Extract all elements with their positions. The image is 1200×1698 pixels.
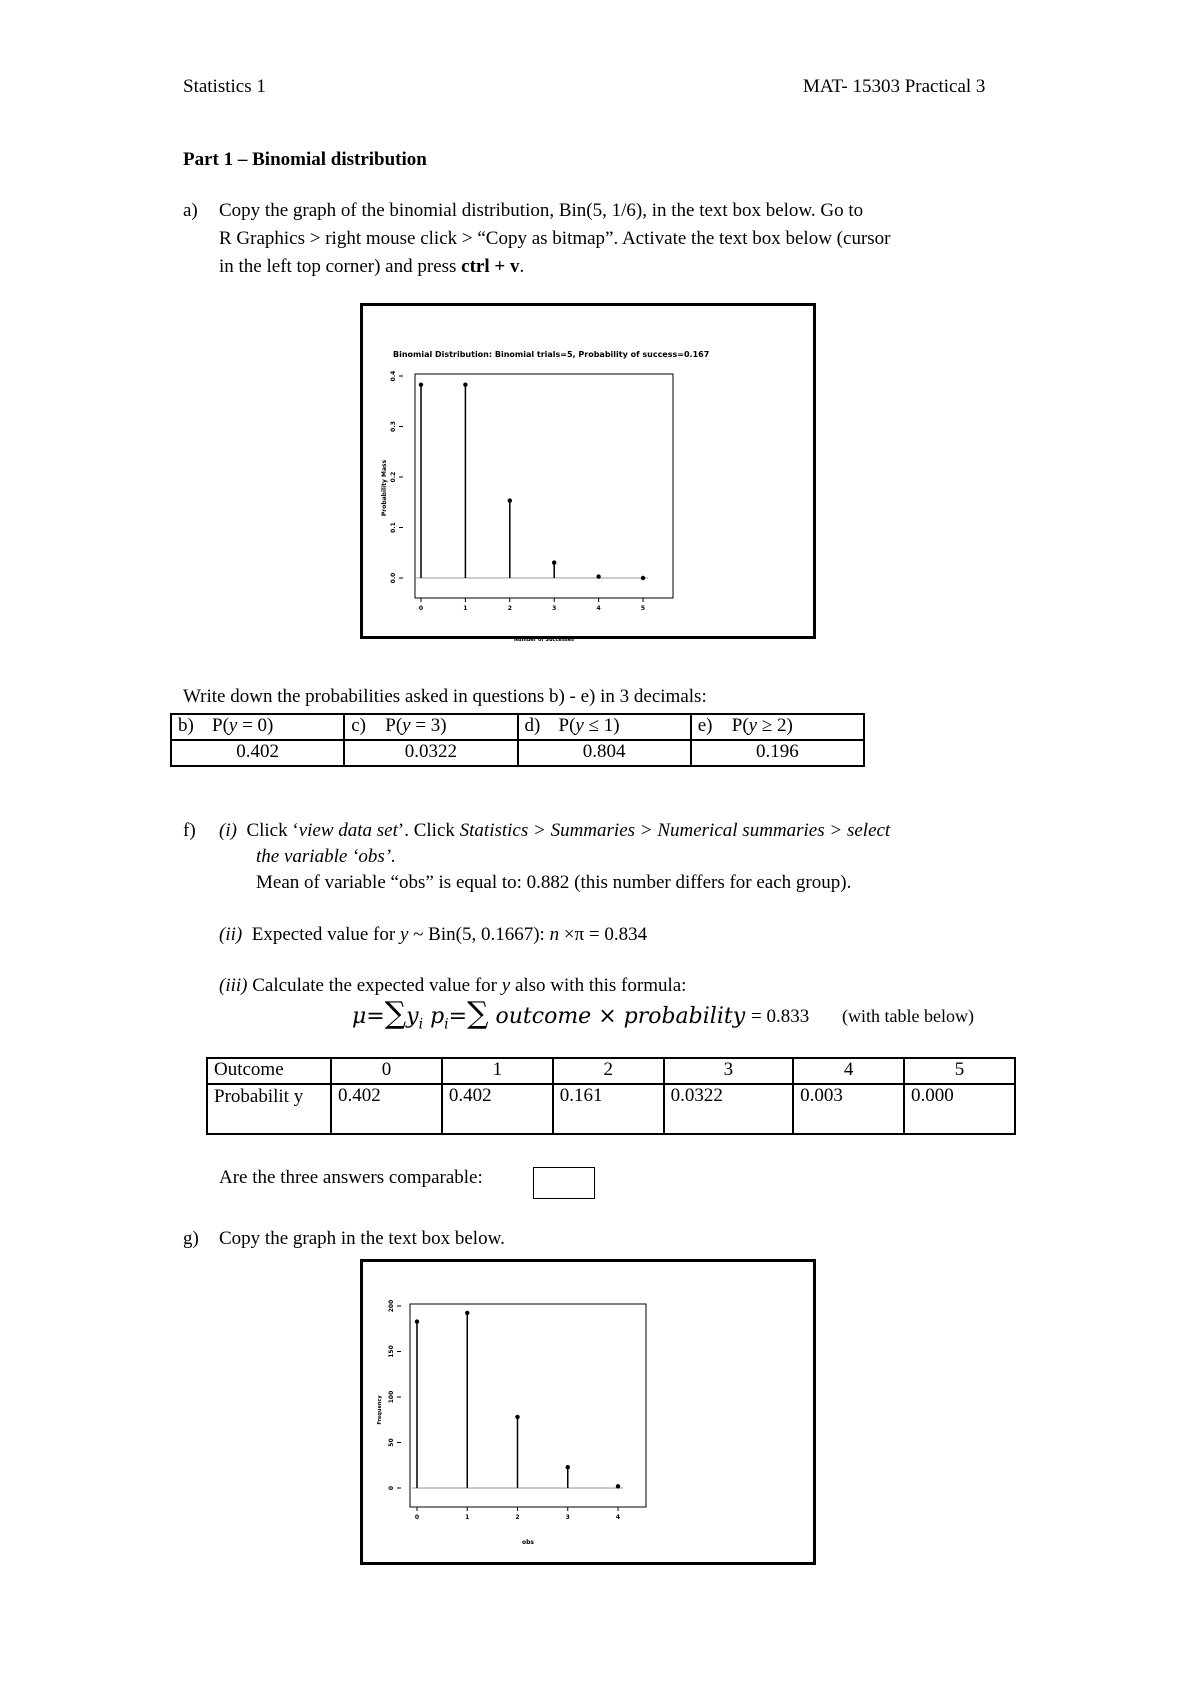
prob-header-var: y bbox=[228, 715, 238, 736]
prob-header-cond: = 3) bbox=[410, 715, 447, 736]
question-f-i-label: (i) bbox=[219, 820, 237, 841]
stem-point bbox=[463, 382, 467, 386]
prob-answer-b[interactable]: 0.402 bbox=[171, 740, 344, 766]
y-tick-label: 100 bbox=[388, 1390, 395, 1404]
formula-sigma: ∑ bbox=[384, 996, 407, 1031]
prob-header-e bbox=[691, 714, 864, 740]
table-row bbox=[171, 740, 864, 766]
chart2-svg bbox=[363, 1262, 813, 1562]
prob-header-var: y bbox=[575, 715, 584, 736]
x-tick-label: 2 bbox=[507, 605, 512, 612]
prob-answer-d[interactable]: 0.804 bbox=[518, 740, 691, 766]
y-tick-label: 0.4 bbox=[390, 370, 397, 382]
y-tick-label: 0.1 bbox=[390, 522, 397, 533]
prob-header-label: b) bbox=[178, 715, 194, 736]
stem-point bbox=[415, 1319, 419, 1323]
prob-header-c bbox=[344, 714, 517, 740]
question-a-label: a) bbox=[183, 200, 198, 221]
chart2-y-axis-label: Frequency bbox=[377, 1395, 383, 1425]
prob-header-cond: ≥ 2) bbox=[757, 715, 793, 736]
comparable-answer-box[interactable] bbox=[533, 1167, 595, 1199]
formula-sigma: ∑ bbox=[467, 996, 489, 1031]
question-f-iii-text: Calculate the expected value for bbox=[252, 975, 502, 996]
y-tick-label: 200 bbox=[388, 1299, 395, 1313]
formula-subscript: i bbox=[444, 1016, 449, 1033]
stem-point bbox=[616, 1484, 620, 1488]
expected-value-formula bbox=[352, 996, 745, 1032]
chart1-plot-frame bbox=[415, 374, 673, 598]
chart1-y-axis-label: Probability Mass bbox=[381, 459, 388, 517]
table-row bbox=[207, 1058, 1015, 1084]
x-tick-label: 0 bbox=[418, 605, 424, 612]
outcome-header-cell: Outcome bbox=[207, 1058, 331, 1084]
stem-point bbox=[566, 1465, 570, 1469]
stem-point bbox=[515, 1415, 519, 1419]
formula-mu: μ= bbox=[352, 1004, 385, 1029]
comparable-question: Are the three answers comparable: bbox=[219, 1167, 483, 1188]
probabilities-table bbox=[170, 713, 865, 767]
prob-header-b bbox=[171, 714, 344, 740]
probability-cell[interactable]: 0.000 bbox=[904, 1084, 1015, 1134]
question-a-line1: Copy the graph of the binomial distribution, Bin(5, 1/6), in the text box below. Go to bbox=[219, 200, 864, 221]
x-tick-label: 5 bbox=[640, 605, 646, 612]
probability-cell[interactable]: 0.161 bbox=[553, 1084, 664, 1134]
question-f-i-line2: the variable ‘obs’. bbox=[256, 846, 396, 867]
menu-path: Statistics > Summaries > Numerical summaries > select bbox=[459, 820, 891, 841]
outcome-cell: 4 bbox=[793, 1058, 904, 1084]
probabilities-instruction: Write down the probabilities asked in questions b) - e) in 3 decimals: bbox=[183, 686, 707, 707]
stem-point bbox=[596, 574, 600, 578]
prob-header-var: y bbox=[402, 715, 411, 736]
question-g-label: g) bbox=[183, 1228, 199, 1249]
prob-answer-e[interactable]: 0.196 bbox=[691, 740, 864, 766]
formula-note: (with table below) bbox=[842, 1006, 974, 1026]
question-f-ii-var: y bbox=[399, 924, 409, 945]
question-f-iii-label: (iii) bbox=[219, 975, 248, 996]
question-f-iii bbox=[219, 975, 686, 997]
chart1-x-axis-label: Number of Successes bbox=[513, 637, 575, 643]
formula-words: outcome × probability bbox=[488, 1004, 746, 1029]
prob-header-var: y bbox=[748, 715, 758, 736]
question-g bbox=[183, 1228, 505, 1250]
outcome-cell: 2 bbox=[553, 1058, 664, 1084]
question-f-ii-text2: ~ Bin(5, 0.1667): bbox=[408, 924, 550, 945]
question-f-ii bbox=[219, 924, 647, 946]
prob-answer-c[interactable]: 0.0322 bbox=[344, 740, 517, 766]
prob-header-label: e) bbox=[697, 715, 713, 736]
y-tick-label: 0.0 bbox=[390, 572, 397, 584]
x-tick-label: 3 bbox=[565, 1514, 570, 1521]
prob-header-text: P( bbox=[731, 715, 749, 736]
chart2-text-box[interactable] bbox=[360, 1259, 816, 1565]
formula-result: = 0.833 bbox=[751, 1006, 810, 1027]
probability-cell[interactable]: 0.402 bbox=[331, 1084, 442, 1134]
chart1-svg bbox=[363, 306, 813, 643]
question-g-text: Copy the graph in the text box below. bbox=[219, 1228, 505, 1249]
table-row bbox=[207, 1084, 1015, 1134]
formula-p: p bbox=[423, 1004, 445, 1029]
question-f-ii-label: (ii) bbox=[219, 924, 243, 945]
question-a bbox=[183, 200, 863, 222]
x-tick-label: 4 bbox=[596, 605, 601, 612]
prob-header-label: d) bbox=[524, 715, 541, 736]
prob-header-d bbox=[518, 714, 691, 740]
question-a-line3 bbox=[219, 256, 524, 278]
y-tick-label: 0 bbox=[388, 1485, 395, 1491]
probability-cell[interactable]: 0.003 bbox=[793, 1084, 904, 1134]
question-f-label: f) bbox=[183, 820, 196, 841]
y-tick-label: 50 bbox=[388, 1438, 395, 1447]
prob-header-text: P( bbox=[385, 715, 403, 736]
prob-header-text: P( bbox=[558, 715, 576, 736]
chart2-plot-frame bbox=[410, 1304, 646, 1507]
question-f-i-text: Click ‘ bbox=[246, 820, 299, 841]
prob-header-text: P( bbox=[212, 715, 229, 736]
outcome-cell: 5 bbox=[904, 1058, 1015, 1084]
y-tick-label: 0.3 bbox=[390, 421, 397, 432]
question-a-line3-end: . bbox=[519, 256, 525, 277]
question-a-line2: R Graphics > right mouse click > “Copy as bitmap”. Activate the text box below (cursor bbox=[219, 228, 891, 249]
outcome-cell: 3 bbox=[664, 1058, 793, 1084]
keyboard-shortcut: ctrl + v bbox=[461, 256, 520, 277]
stem-point bbox=[641, 576, 645, 580]
stem-point bbox=[552, 560, 556, 564]
prob-header-cond: ≤ 1) bbox=[583, 715, 620, 736]
x-tick-label: 1 bbox=[465, 1514, 470, 1521]
stem-point bbox=[419, 382, 423, 386]
question-f-ii-n: n bbox=[549, 924, 560, 945]
outcome-cell: 1 bbox=[442, 1058, 553, 1084]
question-a-line3-text: in the left top corner) and press bbox=[219, 256, 462, 277]
view-data-set-link: view data set bbox=[298, 820, 398, 841]
x-tick-label: 3 bbox=[552, 605, 557, 612]
formula-equals: = bbox=[448, 1004, 468, 1029]
stem-point bbox=[508, 498, 512, 502]
probability-cell[interactable]: 0.402 bbox=[442, 1084, 553, 1134]
prob-header-label: c) bbox=[351, 715, 367, 736]
question-f-i-line3: Mean of variable “obs” is equal to: 0.882 (this number differs for each group). bbox=[256, 872, 852, 893]
prob-header-cond: = 0) bbox=[237, 715, 274, 736]
y-tick-label: 150 bbox=[388, 1345, 395, 1358]
x-tick-label: 1 bbox=[463, 605, 468, 612]
question-f-iii-text2: also with this formula: bbox=[510, 975, 687, 996]
question-f-i-text2: ’. Click bbox=[397, 820, 460, 841]
formula-y: y bbox=[406, 1004, 419, 1029]
x-tick-label: 0 bbox=[414, 1514, 420, 1521]
y-tick-label: 0.2 bbox=[390, 471, 397, 483]
question-f-ii-text3: ×π = 0.834 bbox=[559, 924, 648, 945]
question-f-ii-text: Expected value for bbox=[251, 924, 400, 945]
outcome-table bbox=[206, 1057, 1016, 1135]
stem-point bbox=[465, 1311, 469, 1315]
x-tick-label: 4 bbox=[615, 1514, 621, 1521]
chart2-x-axis-label: obs bbox=[522, 1539, 534, 1546]
question-f-iii-var: y bbox=[501, 975, 511, 996]
formula-subscript: i bbox=[418, 1016, 424, 1033]
probability-header-cell: Probabilit y bbox=[207, 1084, 331, 1134]
probability-cell[interactable]: 0.0322 bbox=[664, 1084, 793, 1134]
question-f bbox=[183, 820, 890, 842]
header-right: MAT- 15303 Practical 3 bbox=[803, 76, 986, 97]
x-tick-label: 2 bbox=[515, 1514, 520, 1521]
outcome-cell: 0 bbox=[331, 1058, 442, 1084]
header-left: Statistics 1 bbox=[183, 76, 266, 97]
chart1-text-box[interactable] bbox=[360, 303, 816, 643]
part-title: Part 1 – Binomial distribution bbox=[183, 149, 427, 170]
table-row bbox=[171, 714, 864, 740]
chart1-title: Binomial Distribution: Binomial trials=5, Probability of success=0.167 bbox=[393, 350, 710, 359]
